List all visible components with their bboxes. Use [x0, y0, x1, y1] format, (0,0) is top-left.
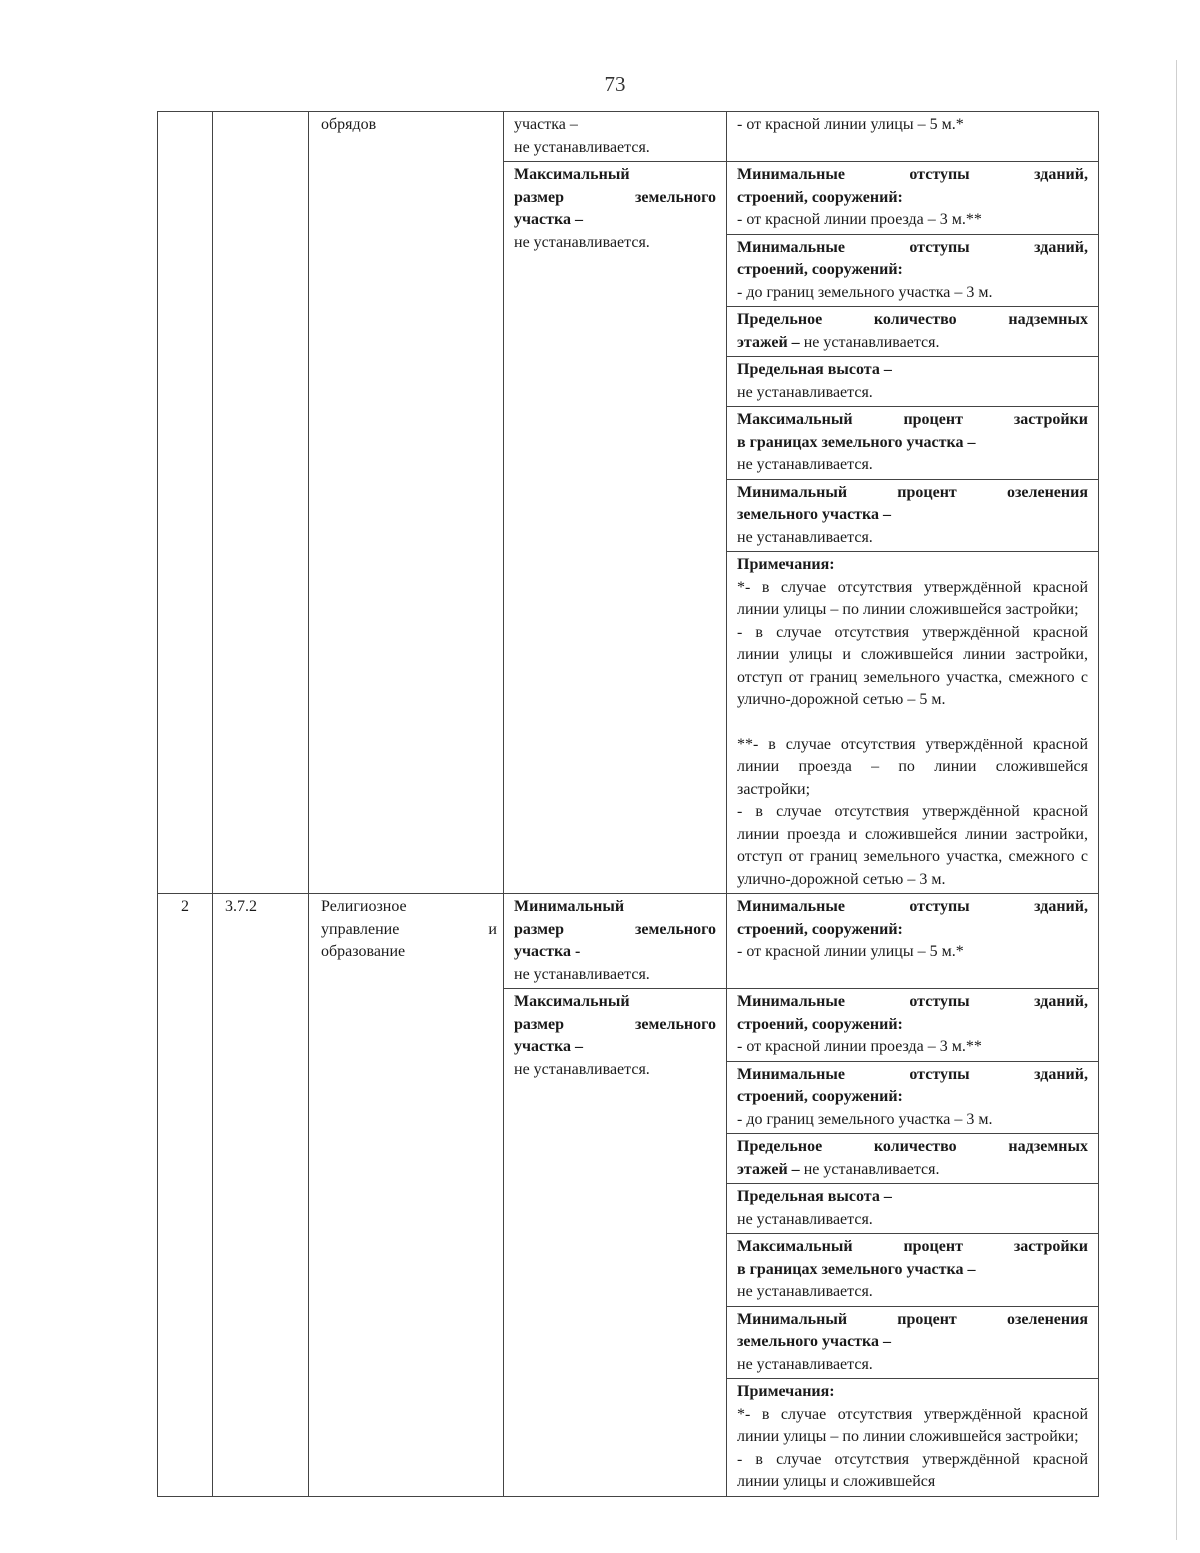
row-number — [158, 112, 213, 894]
indicator-cell — [727, 1184, 1099, 1234]
max-size-value: не устанавливается. — [514, 233, 650, 251]
indicator-value: - от красной линии улицы – 5 м.* — [737, 116, 964, 133]
indicator-title: этажей – — [737, 1160, 800, 1178]
indicator-title: Максимальный процент застройки — [737, 411, 1088, 428]
notes-paragraph: - в случае отсутствия утверждённой красной линии улицы и сложившейся линии застройки, отступ от границ земельного участка, смежного с улично-дорожной сетью – 5 м. — [737, 623, 1088, 708]
indicator-title: Минимальные отступы зданий, — [737, 898, 1088, 915]
notes-paragraph: *- в случае отсутствия утверждённой красной линии улицы – по линии сложившейся застройки; — [737, 578, 1088, 618]
indicator-title: в границах земельного участка – — [737, 1260, 976, 1278]
min-size-cell — [504, 894, 727, 989]
notes-title: Примечания: — [737, 1383, 835, 1400]
indicator-title: Минимальные отступы зданий, — [737, 166, 1088, 183]
indicator-value: - от красной линии проезда – 3 м.** — [737, 1038, 982, 1055]
use-line: управление и — [321, 920, 497, 938]
indicator-title: Предельная высота – — [737, 361, 892, 378]
indicator-cell — [727, 1306, 1099, 1379]
notes-paragraph: **- в случае отсутствия утверждённой красной линии проезда – по линии сложившейся застройки; — [737, 735, 1088, 798]
indicator-title: строений, сооружений: — [737, 1088, 903, 1105]
max-size-cell — [504, 989, 727, 1497]
indicator-value: не устанавливается. — [737, 1210, 873, 1228]
indicator-title: Минимальный процент озеленения — [737, 483, 1088, 501]
use-code — [213, 112, 309, 894]
indicator-value: не устанавливается. — [737, 456, 873, 473]
indicator-value: - от красной линии проезда – 3 м.** — [737, 211, 982, 228]
indicator-cell — [727, 1061, 1099, 1134]
table-row — [158, 112, 1099, 162]
indicator-title: Предельное количество надземных — [737, 311, 1088, 328]
indicator-title: строений, сооружений: — [737, 920, 903, 938]
notes-paragraph: *- в случае отсутствия утверждённой красной линии улицы – по линии сложившейся застройки; — [737, 1405, 1088, 1445]
indicator-title: в границах земельного участка – — [737, 433, 976, 451]
notes-paragraph: - в случае отсутствия утверждённой красной линии проезда и сложившейся линии застройки, отступ от границ земельного участка, смежного с улично-дорожной сетью – 3 м. — [737, 803, 1088, 888]
min-size-title: участка - — [514, 943, 581, 960]
indicator-title: Предельная высота – — [737, 1188, 892, 1205]
max-size-value: не устанавливается. — [514, 1060, 650, 1078]
page-number: 73 — [604, 72, 626, 96]
max-size-title: размер земельного — [514, 1015, 716, 1033]
indicator-title: земельного участка – — [737, 1333, 892, 1350]
indicator-title: строений, сооружений: — [737, 261, 903, 278]
max-size-title: участка – — [514, 211, 583, 228]
indicator-title: Минимальные отступы зданий, — [737, 1065, 1088, 1083]
indicator-cell — [727, 479, 1099, 552]
use-code: 3.7.2 — [213, 894, 309, 1497]
indicator-title: Минимальные отступы зданий, — [737, 993, 1088, 1010]
indicator-title: Минимальные отступы зданий, — [737, 238, 1088, 256]
indicator-cell — [727, 112, 1099, 162]
permitted-use — [309, 112, 504, 894]
use-line: образование — [321, 943, 406, 960]
indicator-cell — [727, 357, 1099, 407]
min-size-title: Минимальный — [514, 898, 625, 915]
indicator-value: не устанавливается. — [803, 1160, 940, 1178]
min-size-value: не устанавливается. — [514, 965, 650, 983]
max-size-cell — [504, 162, 727, 894]
table-row — [158, 894, 1099, 989]
notes-cell — [727, 552, 1099, 894]
min-size-cell — [504, 112, 727, 162]
min-size-title: размер земельного — [514, 920, 716, 938]
indicator-cell — [727, 307, 1099, 357]
min-size-value: не устанавливается. — [514, 138, 650, 156]
indicator-cell — [727, 234, 1099, 307]
notes-paragraph: - в случае отсутствия утверждённой красной линии улицы и сложившейся — [737, 1450, 1088, 1490]
indicator-value: не устанавливается. — [737, 528, 873, 546]
permitted-use — [309, 894, 504, 1497]
row-number: 2 — [158, 894, 213, 1497]
zoning-table — [157, 111, 1099, 1497]
indicator-cell — [727, 989, 1099, 1062]
indicator-title: строений, сооружений: — [737, 188, 903, 206]
notes-gap — [737, 712, 1088, 734]
max-size-title: участка – — [514, 1038, 583, 1055]
indicator-cell — [727, 1234, 1099, 1307]
max-size-title: Максимальный — [514, 993, 630, 1010]
indicator-value: не устанавливается. — [737, 1283, 873, 1300]
indicator-value: - от красной линии улицы – 5 м.* — [737, 943, 964, 960]
min-size-value: участка – — [514, 116, 578, 133]
indicator-title: земельного участка – — [737, 506, 892, 523]
indicator-cell — [727, 162, 1099, 235]
indicator-title: Минимальный процент озеленения — [737, 1310, 1088, 1328]
indicator-cell — [727, 894, 1099, 989]
indicator-title: строений, сооружений: — [737, 1015, 903, 1033]
indicator-value: - до границ земельного участка – 3 м. — [737, 1110, 993, 1128]
max-size-title: Максимальный — [514, 166, 630, 183]
use-line: Религиозное — [321, 898, 407, 915]
notes-title: Примечания: — [737, 556, 835, 573]
indicator-value: не устанавливается. — [803, 333, 940, 351]
scan-edge-line — [1176, 60, 1177, 1540]
indicator-value: - до границ земельного участка – 3 м. — [737, 283, 993, 301]
indicator-value: не устанавливается. — [737, 1355, 873, 1373]
use-line: обрядов — [321, 116, 377, 133]
indicator-title: Максимальный процент застройки — [737, 1238, 1088, 1255]
indicator-title: Предельное количество надземных — [737, 1138, 1088, 1155]
indicator-title: этажей – — [737, 333, 800, 351]
indicator-cell — [727, 407, 1099, 480]
notes-cell — [727, 1379, 1099, 1497]
indicator-value: не устанавливается. — [737, 383, 873, 401]
indicator-cell — [727, 1134, 1099, 1184]
max-size-title: размер земельного — [514, 188, 716, 206]
